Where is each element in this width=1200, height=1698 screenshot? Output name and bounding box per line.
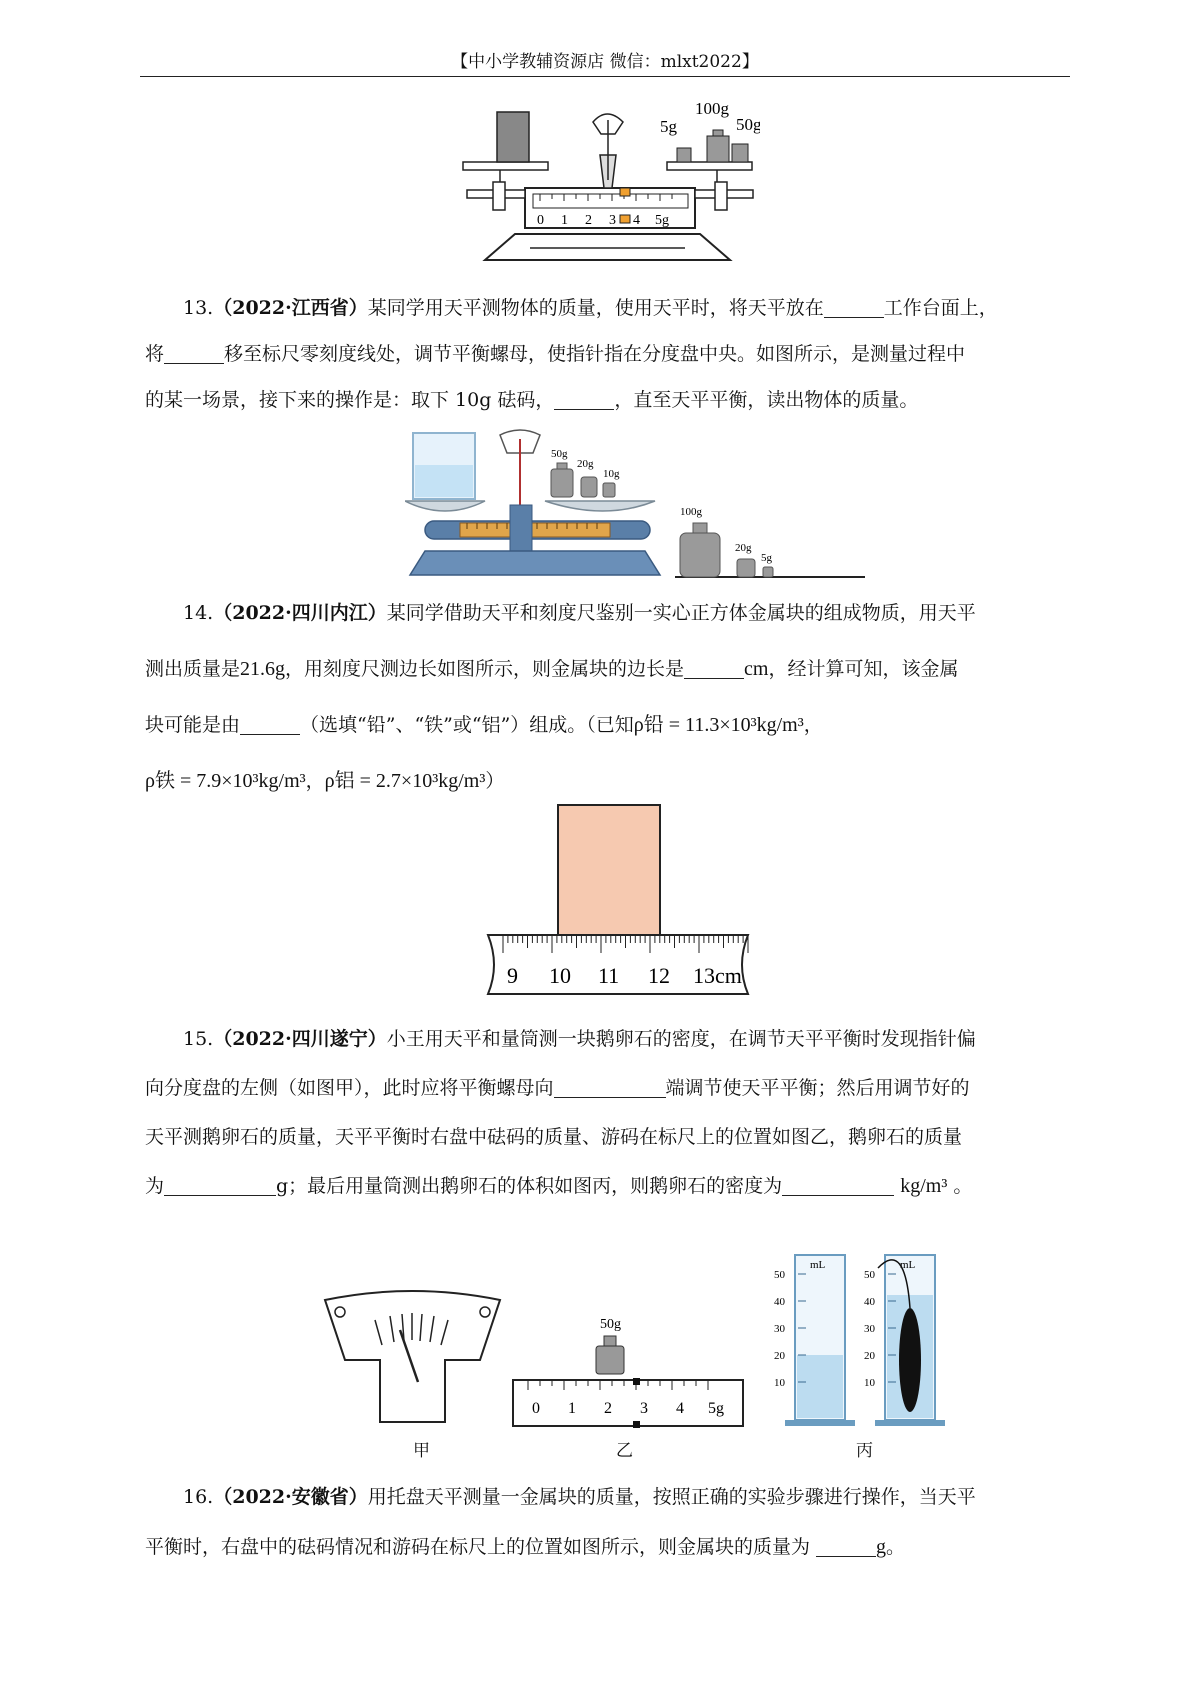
scale-tick-2: 2	[585, 213, 592, 228]
q16-source: （2022·安徽省）	[213, 1486, 368, 1508]
yi-tick-4: 4	[676, 1400, 684, 1417]
cyl2-tick-20: 20	[864, 1350, 875, 1362]
cyl2-unit: mL	[900, 1259, 916, 1271]
weight-label-5g: 5g	[660, 117, 677, 136]
q14-blank-2	[240, 712, 300, 735]
ruler-label-13cm: 13cm	[693, 963, 742, 988]
caption-yi: 乙	[616, 1441, 633, 1461]
ruler-label-11: 11	[598, 963, 620, 988]
figure-yi-scale	[508, 1312, 748, 1428]
cyl1-tick-20: 20	[774, 1350, 785, 1362]
ruler-label-9: 9	[507, 963, 518, 988]
q14-blank-1	[684, 656, 744, 679]
q13-line-1: 13.（2022·江西省）某同学用天平测物体的质量，使用天平时，将天平放在 工作台面上，	[183, 297, 998, 319]
q14-rho-al: ρ铝 = 2.7×10³kg/m³	[324, 770, 486, 792]
header-rule	[140, 76, 1070, 77]
figure-cube-ruler	[478, 800, 778, 1000]
cyl1-tick-40: 40	[774, 1296, 785, 1308]
ruler-label-12: 12	[648, 963, 670, 988]
figure-bing-cylinders	[770, 1250, 955, 1430]
figure-balance-top	[455, 100, 760, 268]
question-15	[145, 1015, 1070, 1211]
q14-rho-iron: ρ铁 = 7.9×10³kg/m³	[145, 770, 306, 792]
question-13	[145, 285, 1070, 423]
q13-source: （2022·江西省）	[213, 297, 368, 319]
pan-weight-10g: 10g	[603, 468, 620, 480]
question-14	[145, 585, 1070, 809]
yi-tick-2: 2	[604, 1400, 612, 1417]
cyl2-tick-50: 50	[864, 1269, 875, 1281]
cyl2-tick-40: 40	[864, 1296, 875, 1308]
cyl1-tick-30: 30	[774, 1323, 785, 1335]
caption-bing: 丙	[856, 1441, 873, 1461]
q15-line-3: 天平测鹅卵石的质量，天平平衡时右盘中砝码的质量、游码在标尺上的位置如图乙，鹅卵石的质量	[145, 1126, 963, 1148]
q14-mass: 21.6g	[240, 658, 286, 680]
q15-line-1: 15.（2022·四川遂宁）小王用天平和量筒测一块鹅卵石的密度，在调节天平平衡时发现指针偏	[183, 1028, 976, 1050]
q13-line-3: 的某一场景，接下来的操作是：取下 10g 砝码， ，直至天平平衡，读出物体的质量。	[145, 389, 919, 411]
scale-tick-0: 0	[537, 213, 544, 228]
cyl2-tick-10: 10	[864, 1377, 875, 1389]
cyl1-tick-10: 10	[774, 1377, 785, 1389]
q14-line-2: 测出质量是21.6g，用刻度尺测边长如图所示，则金属块的边长是 cm，经计算可知，该金属	[145, 658, 959, 680]
cyl1-tick-50: 50	[774, 1269, 785, 1281]
q14-rho-lead: ρ铅 = 11.3×10³kg/m³	[633, 714, 804, 736]
scale-tick-5g: 5g	[655, 213, 669, 228]
floor-weight-5g: 5g	[761, 552, 772, 564]
q16-line-1: 16.（2022·安徽省）用托盘天平测量一金属块的质量，按照正确的实验步骤进行操作，当天平	[183, 1486, 976, 1508]
figure-balance-q13	[405, 425, 865, 583]
q13-blank-2	[164, 341, 224, 364]
scale-tick-4: 4	[633, 213, 640, 228]
yi-tick-1: 1	[568, 1400, 576, 1417]
q15-source: （2022·四川遂宁）	[213, 1028, 387, 1050]
q14-line-1: 14.（2022·四川内江）某同学借助天平和刻度尺鉴别一实心正方体金属块的组成物质，用天平	[183, 602, 976, 624]
yi-weight-label: 50g	[600, 1317, 621, 1332]
q15-blank-1	[554, 1075, 666, 1098]
caption-jia: 甲	[413, 1441, 430, 1461]
cyl1-unit: mL	[810, 1259, 826, 1271]
question-16	[145, 1472, 1070, 1572]
scale-tick-3: 3	[609, 213, 616, 228]
q15-blank-2	[164, 1173, 276, 1196]
weight-label-50g: 50g	[736, 115, 760, 134]
yi-tick-5g: 5g	[708, 1400, 724, 1417]
q16-blank-1	[816, 1534, 876, 1557]
floor-weight-20g: 20g	[735, 542, 752, 554]
q13-blank-3	[554, 387, 614, 410]
pan-weight-50g: 50g	[551, 448, 568, 460]
q13-blank-1	[824, 295, 884, 318]
q15-blank-3	[782, 1173, 894, 1196]
weight-label-100g: 100g	[695, 100, 729, 118]
q14-line-3: 块可能是由 （选填“铅”、“铁”或“铝”）组成。（已知ρ铅 = 11.3×10³kg/m³，	[145, 714, 823, 736]
floor-weight-100g: 100g	[680, 506, 702, 518]
yi-tick-0: 0	[532, 1400, 540, 1417]
yi-tick-3: 3	[640, 1400, 648, 1417]
page-header: 【中小学教辅资源店 微信：mlxt2022】	[451, 52, 759, 72]
q14-source: （2022·四川内江）	[213, 602, 387, 624]
q15-line-2: 向分度盘的左侧（如图甲），此时应将平衡螺母向 端调节使天平平衡；然后用调节好的	[145, 1077, 970, 1099]
q15-line-4: 为 g；最后用量筒测出鹅卵石的体积如图丙，则鹅卵石的密度为 kg/m³ 。	[145, 1175, 973, 1197]
cyl2-tick-30: 30	[864, 1323, 875, 1335]
q13-line-2: 将 移至标尺零刻度线处，调节平衡螺母，使指针指在分度盘中央。如图所示，是测量过程中	[145, 343, 966, 365]
q16-line-2: 平衡时，右盘中的砝码情况和游码在标尺上的位置如图所示，则金属块的质量为 g。	[145, 1536, 906, 1558]
ruler-label-10: 10	[549, 963, 571, 988]
q14-line-4: ρ铁 = 7.9×10³kg/m³，ρ铝 = 2.7×10³kg/m³）	[145, 770, 505, 792]
scale-tick-1: 1	[561, 213, 568, 228]
figure-jia-scale-plate	[320, 1290, 505, 1425]
pan-weight-20g: 20g	[577, 458, 594, 470]
